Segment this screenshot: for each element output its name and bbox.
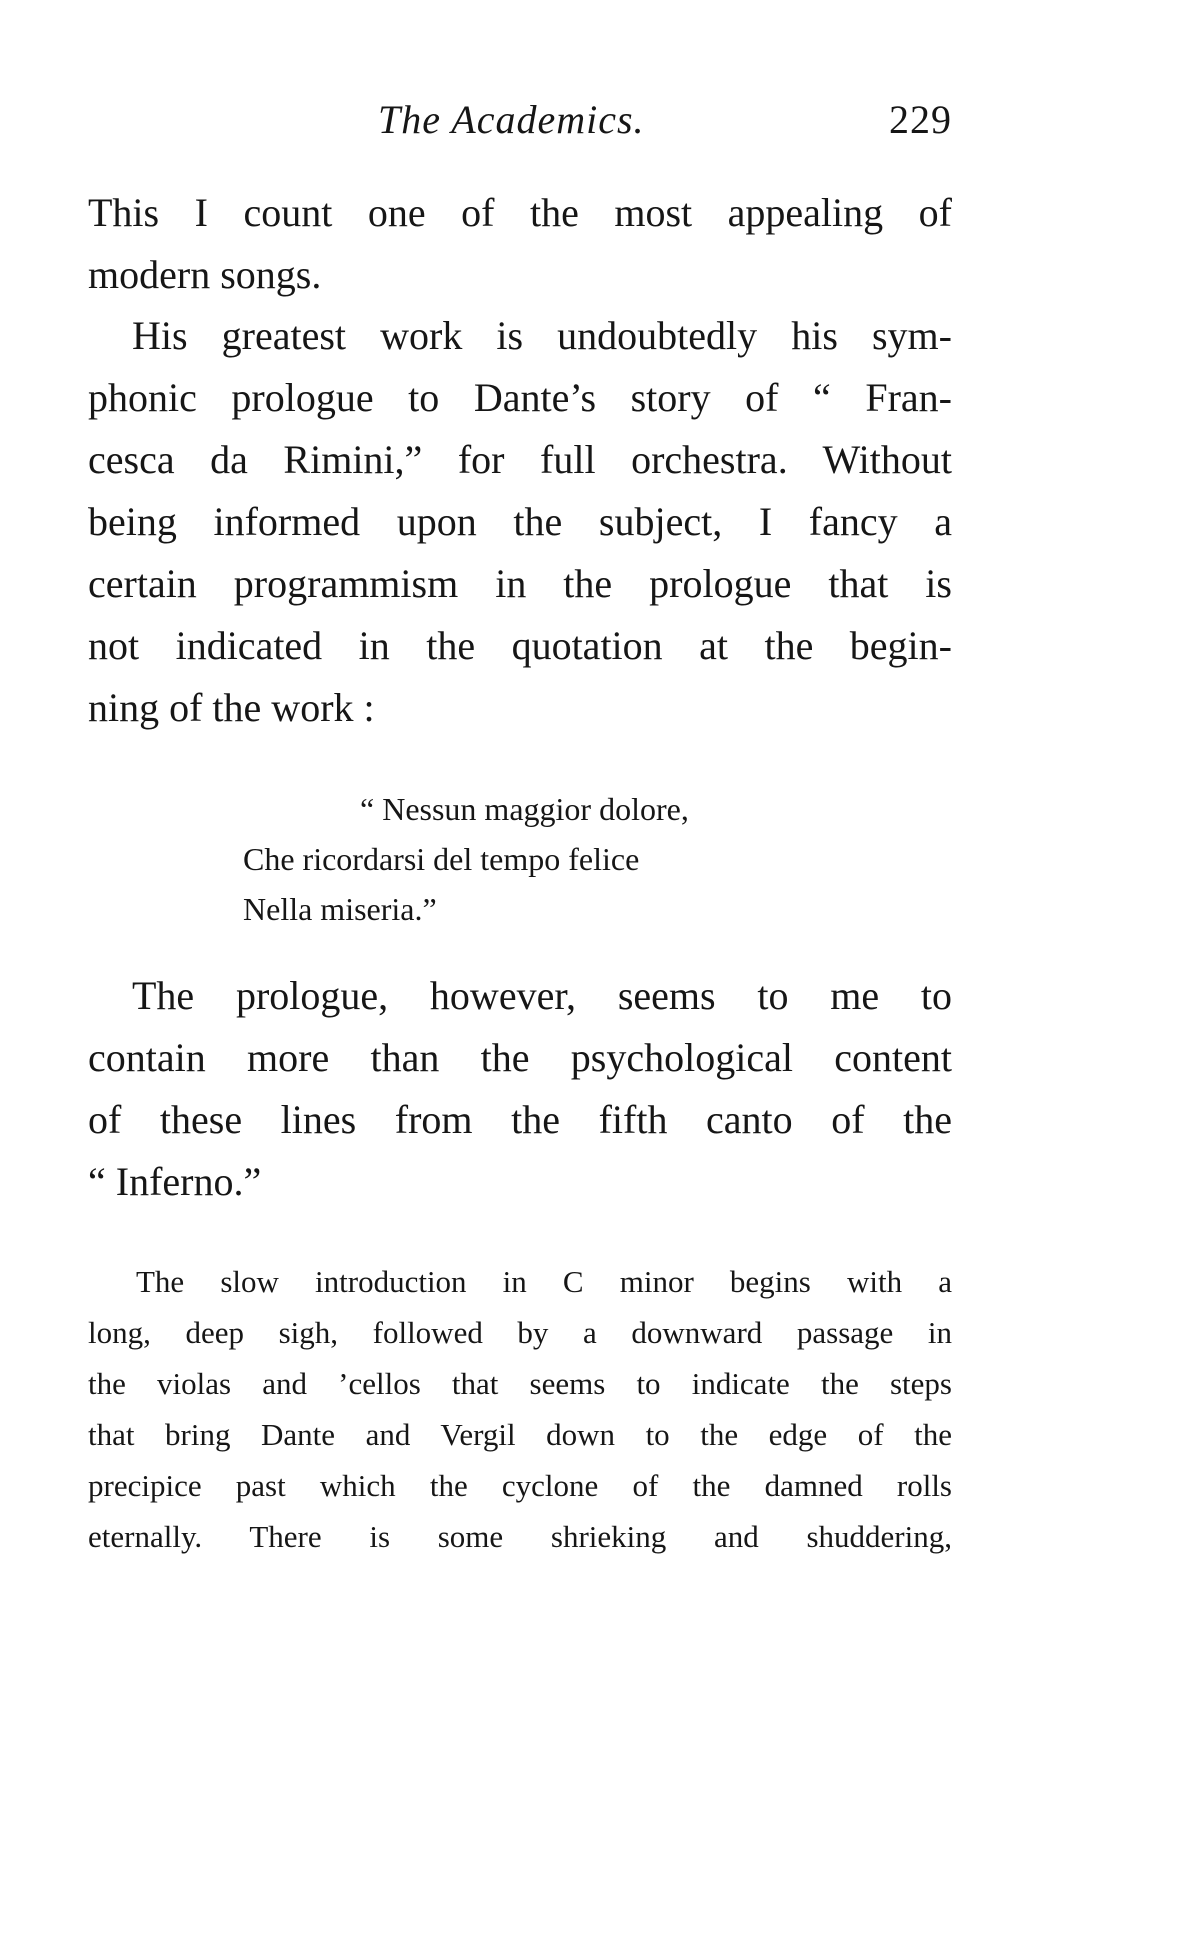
quote-line: “ Nessun maggior dolore, <box>360 791 689 827</box>
text-line: His greatest work is undoubtedly his sym- <box>132 313 952 358</box>
text-line: modern songs. <box>88 252 322 297</box>
running-title: The Academics. <box>378 97 645 142</box>
text-line: contain more than the psychological content <box>88 1035 952 1080</box>
text-line: of these lines from the fifth canto of the <box>88 1097 952 1142</box>
paragraph-continuation <box>88 182 952 306</box>
small-text-line: that bring Dante and Vergil down to the edge of the <box>88 1417 952 1452</box>
small-text-line: the violas and ’cellos that seems to indicate the steps <box>88 1366 952 1401</box>
paragraph-slow-introduction <box>88 1256 952 1562</box>
small-text-line: eternally. There is some shrieking and shuddering, <box>88 1519 952 1554</box>
text-line: not indicated in the quotation at the begin- <box>88 623 952 668</box>
text-line: ning of the work : <box>88 685 375 730</box>
quote-line: Nella miseria.” <box>243 891 437 927</box>
text-line: “ Inferno.” <box>88 1159 262 1204</box>
paragraph-prologue <box>88 965 952 1213</box>
text-line: phonic prologue to Dante’s story of “ Fran- <box>88 375 952 420</box>
dante-quotation <box>88 784 952 934</box>
running-head <box>88 96 952 146</box>
text-line: certain programmism in the prologue that is <box>88 561 952 606</box>
text-line: being informed upon the subject, I fancy a <box>88 499 952 544</box>
quote-line: Che ricordarsi del tempo felice <box>243 841 640 877</box>
small-text-line: precipice past which the cyclone of the damned rolls <box>88 1468 952 1503</box>
small-text-line: long, deep sigh, followed by a downward passage in <box>88 1315 952 1350</box>
small-text-line: The slow introduction in C minor begins with a <box>136 1264 952 1299</box>
text-line: The prologue, however, seems to me to <box>132 973 952 1018</box>
text-line: cesca da Rimini,” for full orchestra. Without <box>88 437 952 482</box>
text-line: This I count one of the most appealing of <box>88 190 952 235</box>
page-number: 229 <box>889 97 952 142</box>
paragraph-greatest-work <box>88 305 952 739</box>
